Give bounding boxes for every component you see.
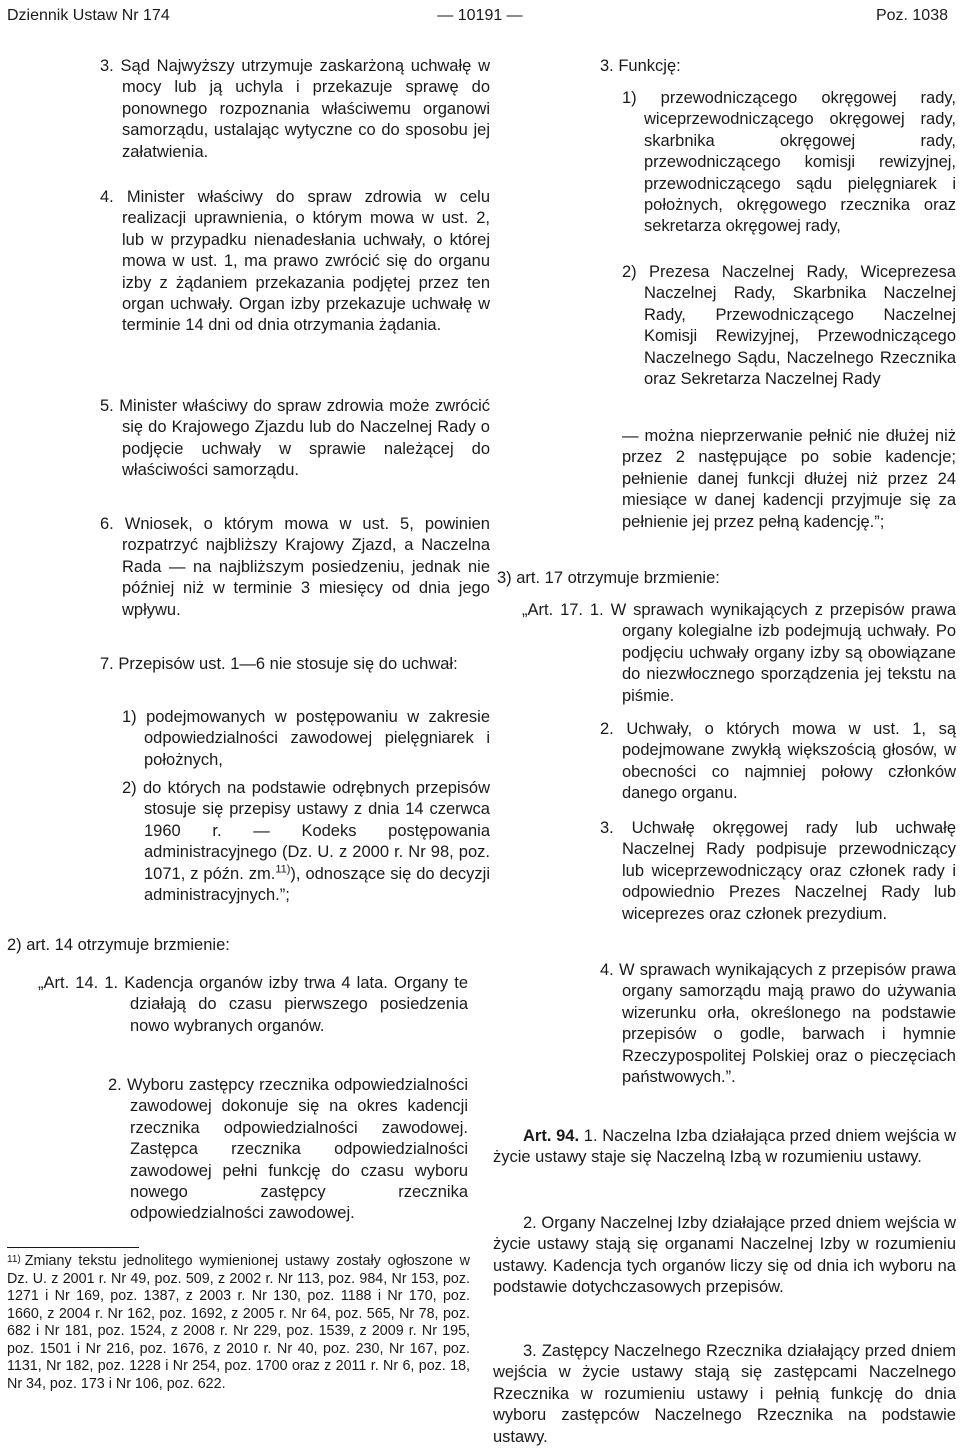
section-5: 5. Minister właściwy do spraw zdrowia może zwrócić się do Krajowego Zjazdu lub do Naczelnej Rady o podjęcie uchwały w sprawie należącej do właściwości samorządu.	[100, 397, 490, 480]
function-3-item-2: 2) Prezesa Naczelnej Rady, Wiceprezesa Naczelnej Rady, Skarbnika Naczelnej Rady, Przewodniczącego Naczelnej Komisji Rewizyjnej, Przewodniczącego Naczelnego Sądu, Naczelnego Rzecznika oraz Sekretarza Naczelnej Rady	[622, 263, 956, 389]
section-7-item-1: 1) podejmowanych w postępowaniu w zakresie odpowiedzialności zawodowej pielęgniarek i położnych,	[122, 708, 490, 769]
art-94-section-2: 2. Organy Naczelnej Izby działające przed dniem wejścia w życie ustawy stają się organami Naczelnej Izby w rozumieniu ustawy. Kadencja tych organów liczy się od dnia ich wyboru na podstawie dotychczasowych przepisów.	[493, 1214, 956, 1297]
art-94-section-1: Art. 94. 1. Naczelna Izba działająca przed dniem wejścia w życie ustawy staje się Naczelną Izbą w rozumieniu ustawy.	[493, 1127, 956, 1167]
journal-title: Dziennik Ustaw Nr 174	[7, 7, 170, 24]
function-3-item-1: 1) przewodniczącego okręgowej rady, wiceprzewodniczącego okręgowej rady, skarbnika okręgowej rady, przewodniczącego komisji rewizyjnej, przewodniczącego sądu pielęgniarek i położnych, okręgowego rzecznika oraz sekretarza okręgowej rady,	[622, 89, 956, 236]
section-7-item-2: 2) do których na podstawie odrębnych przepisów stosuje się przepisy ustawy z dnia 14 czerwca 1960 r. — Kodeks postępowania administracyjnego (Dz. U. z 2000 r. Nr 98, poz. 1071, z późn. zm.$^{11)}$), odnoszące się do decyzji administracyjnych.”;	[122, 779, 490, 905]
footnote: $^{11)}$ Zmiany tekstu jednolitego wymienionej ustawy zostały ogłoszone w Dz. U. z 2001 r. Nr 49, poz. 509, z 2002 r. Nr 113, poz. 984, Nr 153, poz. 1271 i Nr 169, poz. 1387, z 2003 r. Nr 130, poz. 1188 i Nr 170, poz. 1660, z 2004 r. Nr 162, poz. 1692, z 2005 r. Nr 64, poz. 565, Nr 78, poz. 682 i Nr 181, poz. 1524, z 2008 r. Nr 229, poz. 1539, z 2009 r. Nr 195, poz. 1501 i Nr 216, poz. 1676, z 2010 r. Nr 40, poz. 230, Nr 167, poz. 1131, Nr 182, poz. 1228 i Nr 254, poz. 1700 oraz z 2011 r. Nr 6, poz. 18, Nr 34, poz. 173 i Nr 106, poz. 622.	[7, 1253, 470, 1392]
function-3: 3. Funkcję:	[600, 57, 681, 75]
art-14-intro: 2) art. 14 otrzymuje brzmienie:	[7, 936, 230, 954]
art-14-section-1: „Art. 14. 1. Kadencja organów izby trwa 4 lata. Organy te działają do czasu pierwszego posiedzenia nowo wybranych organów.	[38, 974, 468, 1035]
section-3: 3. Sąd Najwyższy utrzymuje zaskarżoną uchwałę w mocy lub ją uchyla i przekazuje sprawę do ponownego rozpoznania właściwemu organowi samorządu, ustalając wytyczne co do sposobu jej załatwienia.	[100, 57, 490, 161]
footnote-reference: 11)	[275, 863, 291, 876]
footnote-separator	[7, 1247, 139, 1248]
footnote-mark: 11)	[7, 1254, 21, 1265]
page-header	[0, 0, 960, 34]
art-17-section-1: „Art. 17. 1. W sprawach wynikających z przepisów prawa organy kolegialne izb podejmują uchwały. Po podjęciu uchwały organy izby są obowiązane do niezwłocznego sporządzenia jej tekstu na piśmie.	[522, 601, 956, 705]
art-17-section-3: 3. Uchwałę okręgowej rady lub uchwałę Naczelnej Rady podpisuje przewodniczący lub wiceprzewodniczący oraz członek rady i odpowiednio Prezes Naczelnej Rady lub wiceprezes oraz członek prezydium.	[600, 819, 956, 923]
page-number: — 10191 —	[437, 7, 523, 24]
art-94-label: Art. 94.	[523, 1127, 580, 1145]
section-4: 4. Minister właściwy do spraw zdrowia w celu realizacji uprawnienia, o którym mowa w ust. 2, lub w przypadku nienadesłania uchwały, o której mowa w ust. 1, ma prawo zwrócić się do organu izby z żądaniem przekazania podjętej przez ten organ uchwały. Organ izby przekazuje uchwałę w terminie 14 dni od dnia otrzymania żądania.	[100, 188, 490, 335]
art-17-section-2: 2. Uchwały, o których mowa w ust. 1, są podejmowane zwykłą większością głosów, w obecności co najmniej połowy członków danego organu.	[600, 720, 956, 803]
section-6: 6. Wniosek, o którym mowa w ust. 5, powinien rozpatrzyć najbliższy Krajowy Zjazd, a Naczelna Rada — na najbliższym posiedzeniu, jednak nie później niż w terminie 3 miesięcy od dnia jego wpływu.	[100, 515, 490, 619]
art-94-section-3: 3. Zastępcy Naczelnego Rzecznika działający przed dniem wejścia w życie ustawy stają się zastępcami Naczelnego Rzecznika w rozumieniu ustawy i pełnią funkcję do dnia wyboru zastępców Naczelnego Rzecznika na podstawie ustawy.	[493, 1342, 956, 1446]
function-3-tail: — można nieprzerwanie pełnić nie dłużej niż przez 2 następujące po sobie kadencje; pełnienie danej funkcji dłużej niż przez 24 miesiące w danej kadencji przyjmuje się za pełnienie jej przez pełną kadencję.”;	[622, 427, 956, 531]
section-7: 7. Przepisów ust. 1—6 nie stosuje się do uchwał:	[100, 655, 458, 673]
position-number: Poz. 1038	[875, 7, 948, 24]
art-14-section-2: 2. Wyboru zastępcy rzecznika odpowiedzialności zawodowej dokonuje się na okres kadencji rzecznika odpowiedzialności zawodowej. Zastępca rzecznika odpowiedzialności zawodowej pełni funkcję do czasu wyboru nowego zastępcy rzecznika odpowiedzialności zawodowej.	[108, 1076, 468, 1223]
art-17-section-4: 4. W sprawach wynikających z przepisów prawa organy samorządu mają prawo do używania wizerunku orła, określonego na podstawie przepisów o godle, barwach i hymnie Rzeczypospolitej Polskiej oraz o pieczęciach państwowych.”.	[600, 961, 956, 1087]
art-17-intro: 3) art. 17 otrzymuje brzmienie:	[497, 569, 720, 587]
